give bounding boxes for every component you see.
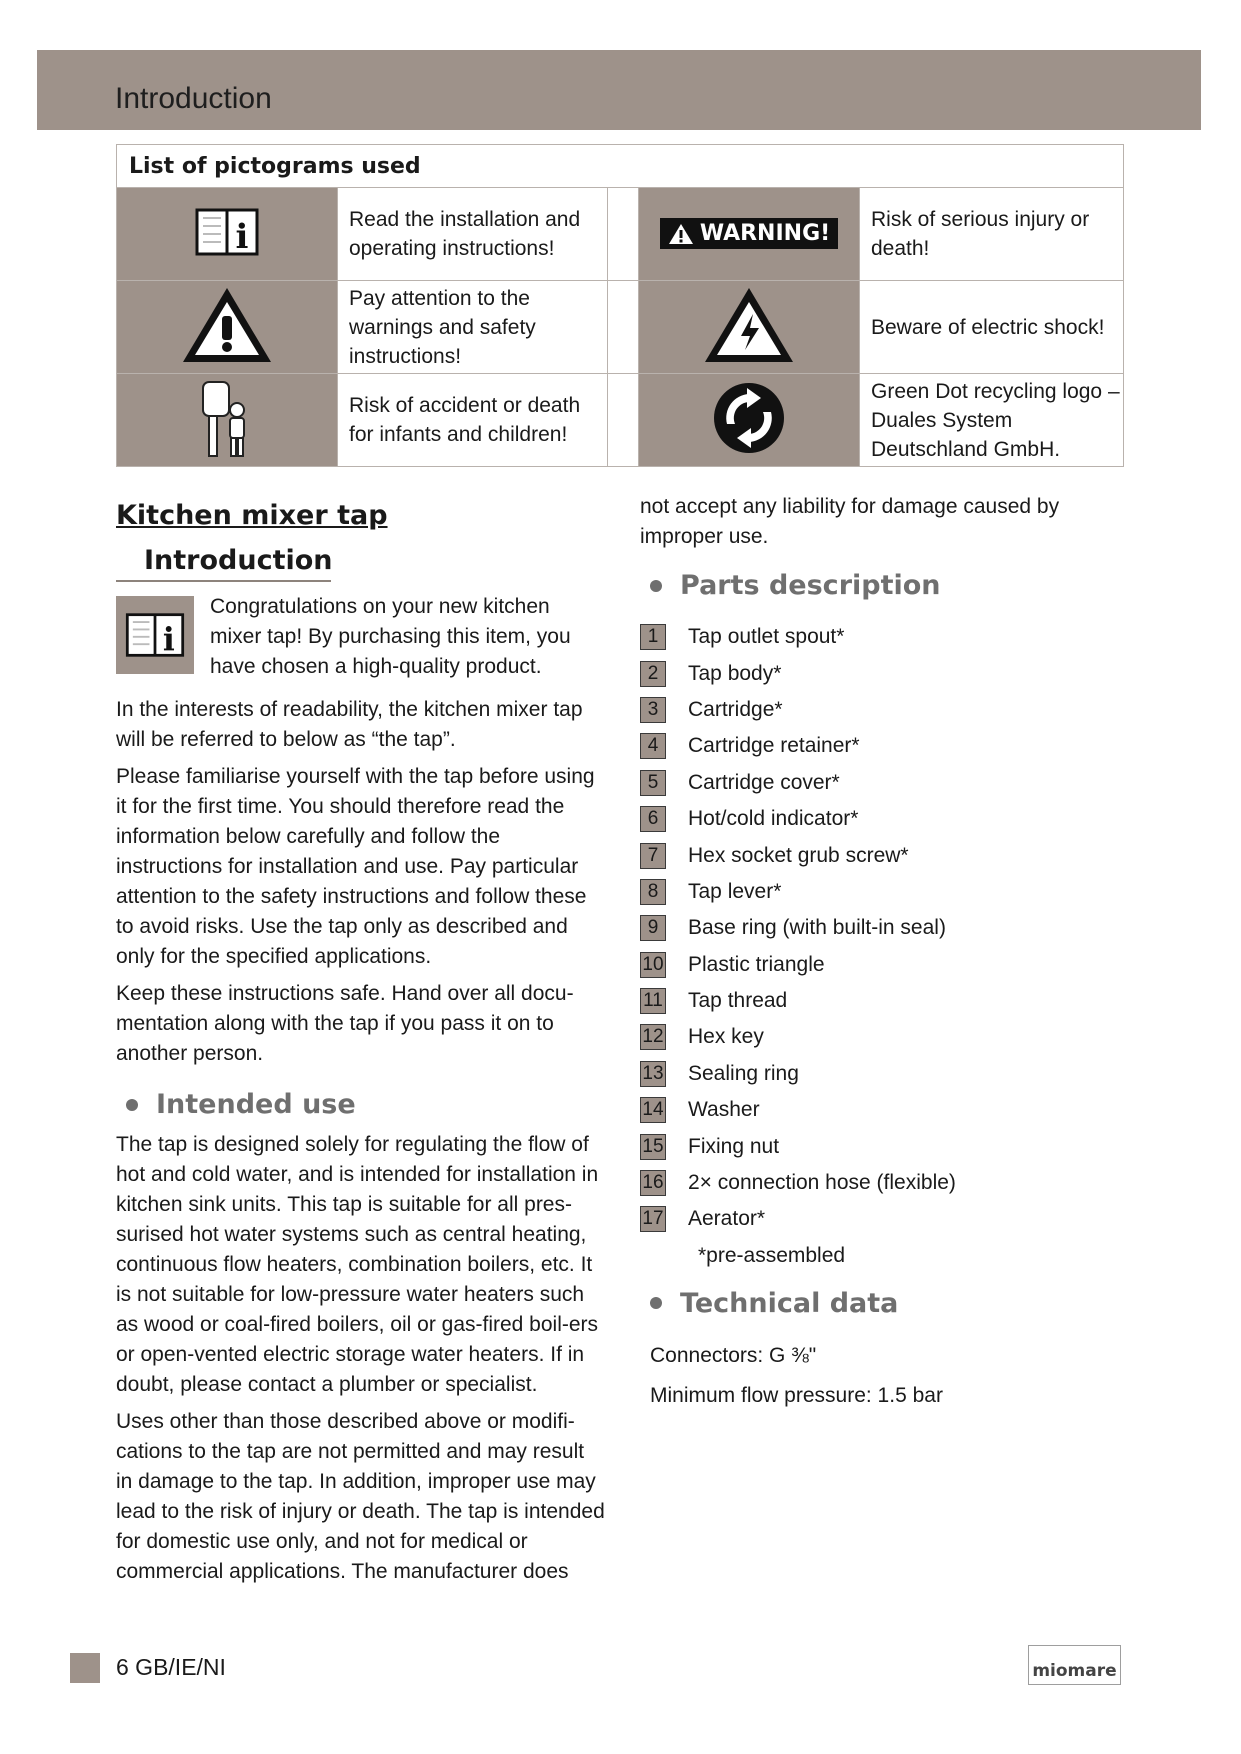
document-title: Kitchen mixer tap: [116, 500, 388, 531]
part-number-badge: 16: [640, 1170, 666, 1196]
part-number-badge: 17: [640, 1206, 666, 1232]
intro-block: [116, 592, 606, 689]
part-item: [640, 1056, 1120, 1092]
part-label: Cartridge cover*: [688, 770, 840, 794]
pictogram-row: [117, 281, 1124, 374]
part-number-badge: 3: [640, 697, 666, 723]
pictogram-text: Read the installation and operating instructions!: [338, 188, 608, 281]
part-number-badge: 15: [640, 1134, 666, 1160]
warning-triangle-icon: [117, 281, 338, 374]
part-item: [640, 801, 1120, 837]
part-number-badge: 6: [640, 806, 666, 832]
part-number-badge: 1: [640, 624, 666, 650]
part-label: Tap lever*: [688, 879, 782, 903]
part-label: Base ring (with built-in seal): [688, 916, 946, 940]
part-item: [640, 837, 1120, 873]
bullet-icon: [650, 580, 662, 592]
right-column: [640, 492, 1120, 1421]
part-item: [640, 655, 1120, 691]
part-label: Plastic triangle: [688, 952, 825, 976]
part-label: Tap outlet spout*: [688, 625, 845, 649]
pictogram-text: Pay attention to the warnings and safety instructions!: [338, 281, 608, 374]
part-number-badge: 8: [640, 879, 666, 905]
book-info-icon: [117, 188, 338, 281]
bullet-icon: [650, 1297, 662, 1309]
part-item: [640, 947, 1120, 983]
intro-paragraph: In the interests of readability, the kitchen mixer tap will be referred to below as “the tap”.: [116, 698, 583, 751]
part-number-badge: 11: [640, 988, 666, 1014]
electric-shock-icon: [639, 281, 860, 374]
book-info-icon: [116, 596, 194, 674]
preassembled-note: *pre-assembled: [698, 1243, 846, 1267]
child-safety-icon: [117, 374, 338, 467]
part-number-badge: 4: [640, 733, 666, 759]
part-number-badge: 10: [640, 952, 666, 978]
pictogram-table: [116, 144, 1124, 467]
part-number-badge: 9: [640, 915, 666, 941]
part-number-badge: 12: [640, 1024, 666, 1050]
connectors-value: Connectors: G ⅜": [650, 1343, 817, 1367]
part-label: Hot/cold indicator*: [688, 807, 859, 831]
part-number-badge: 5: [640, 770, 666, 796]
pictogram-row: [117, 374, 1124, 467]
page-title: Introduction: [115, 82, 272, 115]
page-number: 6 GB/IE/NI: [116, 1654, 226, 1680]
parts-list: [640, 619, 1120, 1238]
part-label: Fixing nut: [688, 1134, 780, 1158]
part-item: [640, 728, 1120, 764]
part-label: Tap thread: [688, 989, 788, 1013]
part-label: Washer: [688, 1098, 760, 1122]
part-label: Tap body*: [688, 661, 782, 685]
pictogram-text: Green Dot recycling logo – Duales System Deutschland GmbH.: [860, 374, 1124, 467]
part-item: [640, 765, 1120, 801]
part-item: [640, 910, 1120, 946]
intro-paragraph: Congratulations on your new kitchen mixer tap! By purchasing this item, you have chosen a high-quality product.: [210, 595, 571, 678]
part-item: [640, 1201, 1120, 1237]
pictogram-text: Risk of accident or death for infants and children!: [338, 374, 608, 467]
part-label: 2× connection hose (flexible): [688, 1171, 956, 1195]
part-item: [640, 1128, 1120, 1164]
part-item: [640, 692, 1120, 728]
part-item: [640, 1019, 1120, 1055]
warning-label-text: WARNING!: [699, 221, 831, 247]
part-label: Hex key: [688, 1025, 764, 1049]
intended-use-paragraph: The tap is designed solely for regulating the flow of hot and cold water, and is intended for installation in kitchen sink units. This tap is suitable for all pres-surised hot water systems such as central heating, continuous flow heaters, combination boilers, etc. It is not suitable for low-pressure water heaters such as wood or coal-fired boilers, oil or gas-fired boil-ers or open-vented electric storage water heaters. If in doubt, please contact a plumber or specialist.: [116, 1133, 599, 1396]
part-item: [640, 619, 1120, 655]
intended-use-paragraph: Uses other than those described above or modifi-cations to the tap are not permitted and may result in damage to the tap. In addition, improper use may lead to the risk of injury or death. The tap is intended for domestic use only, and not for medical or commercial applications. The manufacturer does: [116, 1410, 605, 1583]
part-label: Sealing ring: [688, 1061, 799, 1085]
part-item: [640, 983, 1120, 1019]
part-number-badge: 14: [640, 1097, 666, 1123]
intended-use-heading: Intended use: [116, 1089, 606, 1120]
part-label: Cartridge retainer*: [688, 734, 860, 758]
green-dot-icon: [639, 374, 860, 467]
pictogram-text: Risk of serious injury or death!: [860, 188, 1124, 281]
bullet-icon: [126, 1099, 138, 1111]
technical-data: [640, 1341, 1120, 1411]
part-number-badge: 2: [640, 661, 666, 687]
continued-paragraph: not accept any liability for damage caused by improper use.: [640, 495, 1060, 548]
intro-paragraph: Keep these instructions safe. Hand over all docu-mentation along with the tap if you pass it on to another person.: [116, 982, 574, 1065]
svg-text:i: i: [235, 217, 249, 257]
part-label: Hex socket grub screw*: [688, 843, 909, 867]
min-pressure-value: Minimum flow pressure: 1.5 bar: [650, 1383, 943, 1407]
intro-paragraph: Please familiarise yourself with the tap before using it for the first time. You should therefore read the information below carefully and follow the instructions for installation and use. Pay particular attention to the safety instructions and follow these to avoid risks. Use the tap only as described and only for the specified applications.: [116, 765, 595, 968]
pictogram-table-heading: List of pictograms used: [117, 145, 1124, 188]
part-item: [640, 874, 1120, 910]
part-item: [640, 1165, 1120, 1201]
part-item: [640, 1092, 1120, 1128]
technical-data-heading: Technical data: [640, 1288, 1120, 1319]
svg-text:i: i: [162, 621, 175, 658]
brand-logo: miomare: [1028, 1645, 1121, 1685]
part-label: Cartridge*: [688, 697, 783, 721]
pictogram-text: Beware of electric shock!: [860, 281, 1124, 374]
part-label: Aerator*: [688, 1207, 766, 1231]
part-number-badge: 7: [640, 843, 666, 869]
introduction-heading: Introduction: [116, 545, 331, 582]
parts-description-heading: Parts description: [640, 570, 1120, 601]
footer-marker: [70, 1653, 100, 1683]
warning-label-icon: [639, 188, 860, 281]
pictogram-row: [117, 188, 1124, 281]
left-column: [116, 490, 606, 1594]
part-number-badge: 13: [640, 1061, 666, 1087]
